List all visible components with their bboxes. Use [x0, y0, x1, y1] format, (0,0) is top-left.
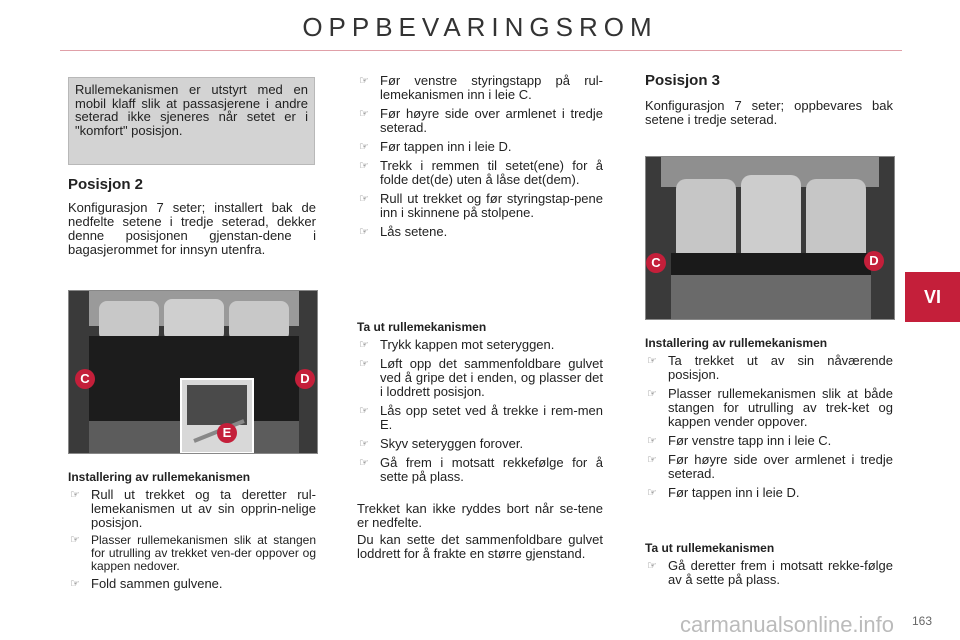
list-item: ☞ Før venstre tapp inn i leie C. [647, 433, 832, 448]
list-item: ☞ Trekk i remmen til setet(ene) for å folde det(de) uten å låse det(dem). [359, 158, 603, 187]
trunk-photo-left [69, 291, 317, 453]
pointer-icon: ☞ [70, 578, 80, 590]
page-title: OPPBEVARINGSROM [302, 12, 658, 42]
pointer-icon: ☞ [647, 435, 657, 447]
pointer-icon: ☞ [647, 560, 657, 572]
middle-footer-p2: Du kan sette det sammenfoldbare gulvet loddrett for å frakte en større gjenstand. [357, 532, 603, 561]
middle-remove-heading: Ta ut rullemekanismen [357, 320, 487, 334]
label-c: C [646, 253, 666, 273]
middle-footer-p1: Trekket kan ikke ryddes bort når se-tene er nedfelte. [357, 501, 603, 530]
pointer-icon: ☞ [647, 454, 657, 466]
list-item: ☞ Før venstre styringstapp på rul-lemekanismen inn i leie C. [359, 73, 603, 102]
right-remove [645, 541, 893, 587]
left-install-heading: Installering av rullemekanismen [68, 470, 251, 484]
label-e: E [217, 423, 237, 443]
left-install [68, 470, 316, 591]
middle-footer [357, 502, 603, 561]
list-item: ☞ Før tappen inn i leie D. [359, 139, 512, 154]
pointer-icon: ☞ [647, 487, 657, 499]
title-rule [60, 50, 902, 51]
pointer-icon: ☞ [359, 226, 369, 238]
label-c: C [75, 369, 95, 389]
pointer-icon: ☞ [647, 388, 657, 400]
pointer-icon: ☞ [359, 358, 369, 370]
watermark: carmanualsonline.info [680, 612, 895, 637]
trunk-photo-right [646, 157, 894, 319]
left-column [68, 178, 316, 257]
photo-posisjon-2 [68, 290, 318, 454]
list-item: ☞ Lås setene. [359, 224, 448, 239]
label-d: D [864, 251, 884, 271]
right-install [645, 336, 893, 500]
list-item: ☞ Før høyre side over armlenet i tredje seterad. [647, 452, 893, 481]
middle-install [357, 74, 603, 239]
list-item: ☞ Rull ut trekket og ta deretter rul-lemekanismen ut av sin opprin-nelige posisjon. [70, 487, 316, 530]
right-remove-heading: Ta ut rullemekanismen [645, 541, 775, 555]
pointer-icon: ☞ [359, 160, 369, 172]
heading-posisjon-2: Posisjon 2 [68, 176, 144, 193]
list-item: ☞ Løft opp det sammenfoldbare gulvet ved å gripe det i enden, og plasser det i loddrett posisjon. [359, 356, 603, 399]
pointer-icon: ☞ [70, 534, 80, 546]
pointer-icon: ☞ [647, 355, 657, 367]
heading-posisjon-3: Posisjon 3 [645, 72, 721, 89]
list-item: ☞ Rull ut trekket og før styringstap-pene inn i skinnene på stolpene. [359, 191, 603, 220]
pointer-icon: ☞ [70, 489, 80, 501]
note-text: Rullemekanismen er utstyrt med en mobil klaff slik at passasjerene i andre seterad ikke sjeneres når setet er i "komfort" posisjon. [75, 82, 308, 138]
list-item: ☞ Lås opp setet ved å trekke i rem-men E. [359, 403, 603, 432]
list-item: ☞ Før høyre side over armlenet i tredje seterad. [359, 106, 603, 135]
left-intro: Konfigurasjon 7 seter; installert bak de nedfelte setene i tredje seterad, dekker denne posisjonen gjenstan-dene i bagasjerommet for innsyn utenfra. [68, 200, 316, 257]
pointer-icon: ☞ [359, 141, 369, 153]
list-item: ☞ Fold sammen gulvene. [70, 576, 223, 591]
right-install-heading: Installering av rullemekanismen [645, 336, 828, 350]
list-item: ☞ Skyv seteryggen forover. [359, 436, 524, 451]
pointer-icon: ☞ [359, 457, 369, 469]
label-d: D [295, 369, 315, 389]
right-column [645, 74, 893, 127]
right-intro: Konfigurasjon 7 seter; oppbevares bak setene i tredje seterad. [645, 98, 893, 127]
list-item: ☞ Gå deretter frem i motsatt rekke-følge av å sette på plass. [647, 558, 893, 587]
list-item: ☞ Gå frem i motsatt rekkefølge for å sette på plass. [359, 455, 603, 484]
middle-remove [357, 320, 603, 484]
list-item: ☞ Før tappen inn i leie D. [647, 485, 800, 500]
page-number: 163 [911, 614, 932, 628]
note-box [68, 77, 315, 165]
list-item: ☞ Plasser rullemekanismen slik at stangen for utrulling av trekket ven-der oppover og kappen nedover. [70, 533, 316, 573]
pointer-icon: ☞ [359, 193, 369, 205]
photo-posisjon-3 [645, 156, 895, 320]
pointer-icon: ☞ [359, 339, 369, 351]
list-item: ☞ Ta trekket ut av sin nåværende posisjon. [647, 353, 893, 382]
list-item: ☞ Trykk kappen mot seteryggen. [359, 337, 555, 352]
pointer-icon: ☞ [359, 438, 369, 450]
pointer-icon: ☞ [359, 108, 369, 120]
pointer-icon: ☞ [359, 75, 369, 87]
pointer-icon: ☞ [359, 405, 369, 417]
section-tab: VI [905, 272, 960, 322]
list-item: ☞ Plasser rullemekanismen slik at både stangen for utrulling av trek-ket og kappen vender oppover. [647, 386, 893, 429]
